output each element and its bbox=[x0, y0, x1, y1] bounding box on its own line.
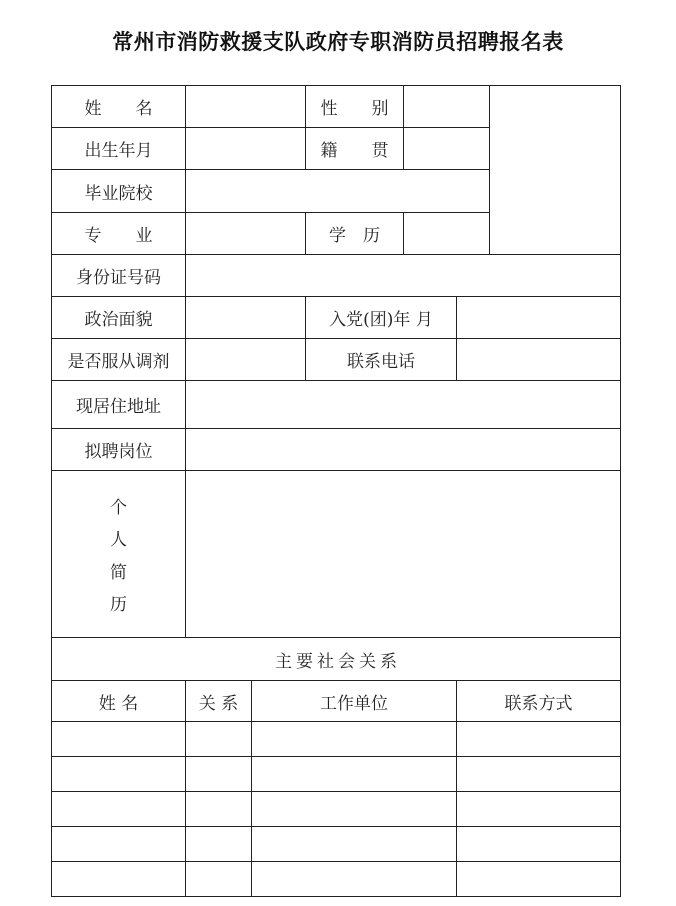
name-label: 姓 名 bbox=[52, 86, 186, 128]
address-label: 现居住地址 bbox=[52, 381, 186, 429]
obey-assignment-field[interactable] bbox=[186, 339, 306, 381]
resume-char-3: 简 bbox=[110, 562, 127, 583]
registration-form-table bbox=[51, 85, 621, 897]
relation-contact-cell[interactable] bbox=[457, 862, 621, 897]
major-label: 专 业 bbox=[52, 213, 186, 255]
relation-workplace-cell[interactable] bbox=[252, 722, 457, 757]
relation-name-cell[interactable] bbox=[52, 862, 186, 897]
relation-name-cell[interactable] bbox=[52, 792, 186, 827]
relation-relation-cell[interactable] bbox=[186, 827, 252, 862]
resume-label bbox=[52, 471, 186, 638]
table-row bbox=[52, 792, 621, 827]
native-place-field[interactable] bbox=[404, 128, 490, 170]
political-status-field[interactable] bbox=[186, 297, 306, 339]
education-field[interactable] bbox=[404, 213, 490, 255]
gender-label: 性 别 bbox=[306, 86, 404, 128]
position-label: 拟聘岗位 bbox=[52, 429, 186, 471]
address-field[interactable] bbox=[186, 381, 621, 429]
resume-char-1: 个 bbox=[110, 498, 127, 518]
party-join-date-label: 入党(团)年 月 bbox=[306, 297, 457, 339]
table-row bbox=[52, 862, 621, 897]
table-row bbox=[52, 722, 621, 757]
relation-contact-cell[interactable] bbox=[457, 757, 621, 792]
relation-name-cell[interactable] bbox=[52, 827, 186, 862]
relation-header-relation: 关 系 bbox=[186, 681, 252, 722]
major-field[interactable] bbox=[186, 213, 306, 255]
education-label: 学 历 bbox=[306, 213, 404, 255]
native-place-label: 籍 贯 bbox=[306, 128, 404, 170]
relation-name-cell[interactable] bbox=[52, 722, 186, 757]
school-label: 毕业院校 bbox=[52, 170, 186, 213]
photo-box[interactable] bbox=[490, 86, 621, 255]
relation-workplace-cell[interactable] bbox=[252, 792, 457, 827]
relation-header-contact: 联系方式 bbox=[457, 681, 621, 722]
form-title: 常州市消防救援支队政府专职消防员招聘报名表 bbox=[112, 30, 564, 54]
school-field[interactable] bbox=[186, 170, 490, 213]
table-row bbox=[52, 827, 621, 862]
relation-header-workplace: 工作单位 bbox=[252, 681, 457, 722]
id-number-label: 身份证号码 bbox=[52, 255, 186, 297]
political-status-label: 政治面貌 bbox=[52, 297, 186, 339]
party-join-date-field[interactable] bbox=[457, 297, 621, 339]
relation-relation-cell[interactable] bbox=[186, 722, 252, 757]
relation-relation-cell[interactable] bbox=[186, 757, 252, 792]
name-field[interactable] bbox=[186, 86, 306, 128]
relation-contact-cell[interactable] bbox=[457, 827, 621, 862]
gender-field[interactable] bbox=[404, 86, 490, 128]
relation-relation-cell[interactable] bbox=[186, 792, 252, 827]
phone-label: 联系电话 bbox=[306, 339, 457, 381]
resume-char-4: 历 bbox=[110, 594, 127, 615]
obey-assignment-label: 是否服从调剂 bbox=[52, 339, 186, 381]
birth-field[interactable] bbox=[186, 128, 306, 170]
relation-contact-cell[interactable] bbox=[457, 722, 621, 757]
relation-workplace-cell[interactable] bbox=[252, 862, 457, 897]
birth-label: 出生年月 bbox=[52, 128, 186, 170]
position-field[interactable] bbox=[186, 429, 621, 471]
resume-field[interactable] bbox=[186, 471, 621, 638]
relation-header-name: 姓 名 bbox=[52, 681, 186, 722]
resume-char-2: 人 bbox=[110, 530, 127, 551]
id-number-field[interactable] bbox=[186, 255, 621, 297]
relation-relation-cell[interactable] bbox=[186, 862, 252, 897]
relation-workplace-cell[interactable] bbox=[252, 827, 457, 862]
social-relations-heading: 主要社会关系 bbox=[52, 638, 621, 681]
relation-name-cell[interactable] bbox=[52, 757, 186, 792]
phone-field[interactable] bbox=[457, 339, 621, 381]
relation-contact-cell[interactable] bbox=[457, 792, 621, 827]
relation-workplace-cell[interactable] bbox=[252, 757, 457, 792]
table-row bbox=[52, 757, 621, 792]
